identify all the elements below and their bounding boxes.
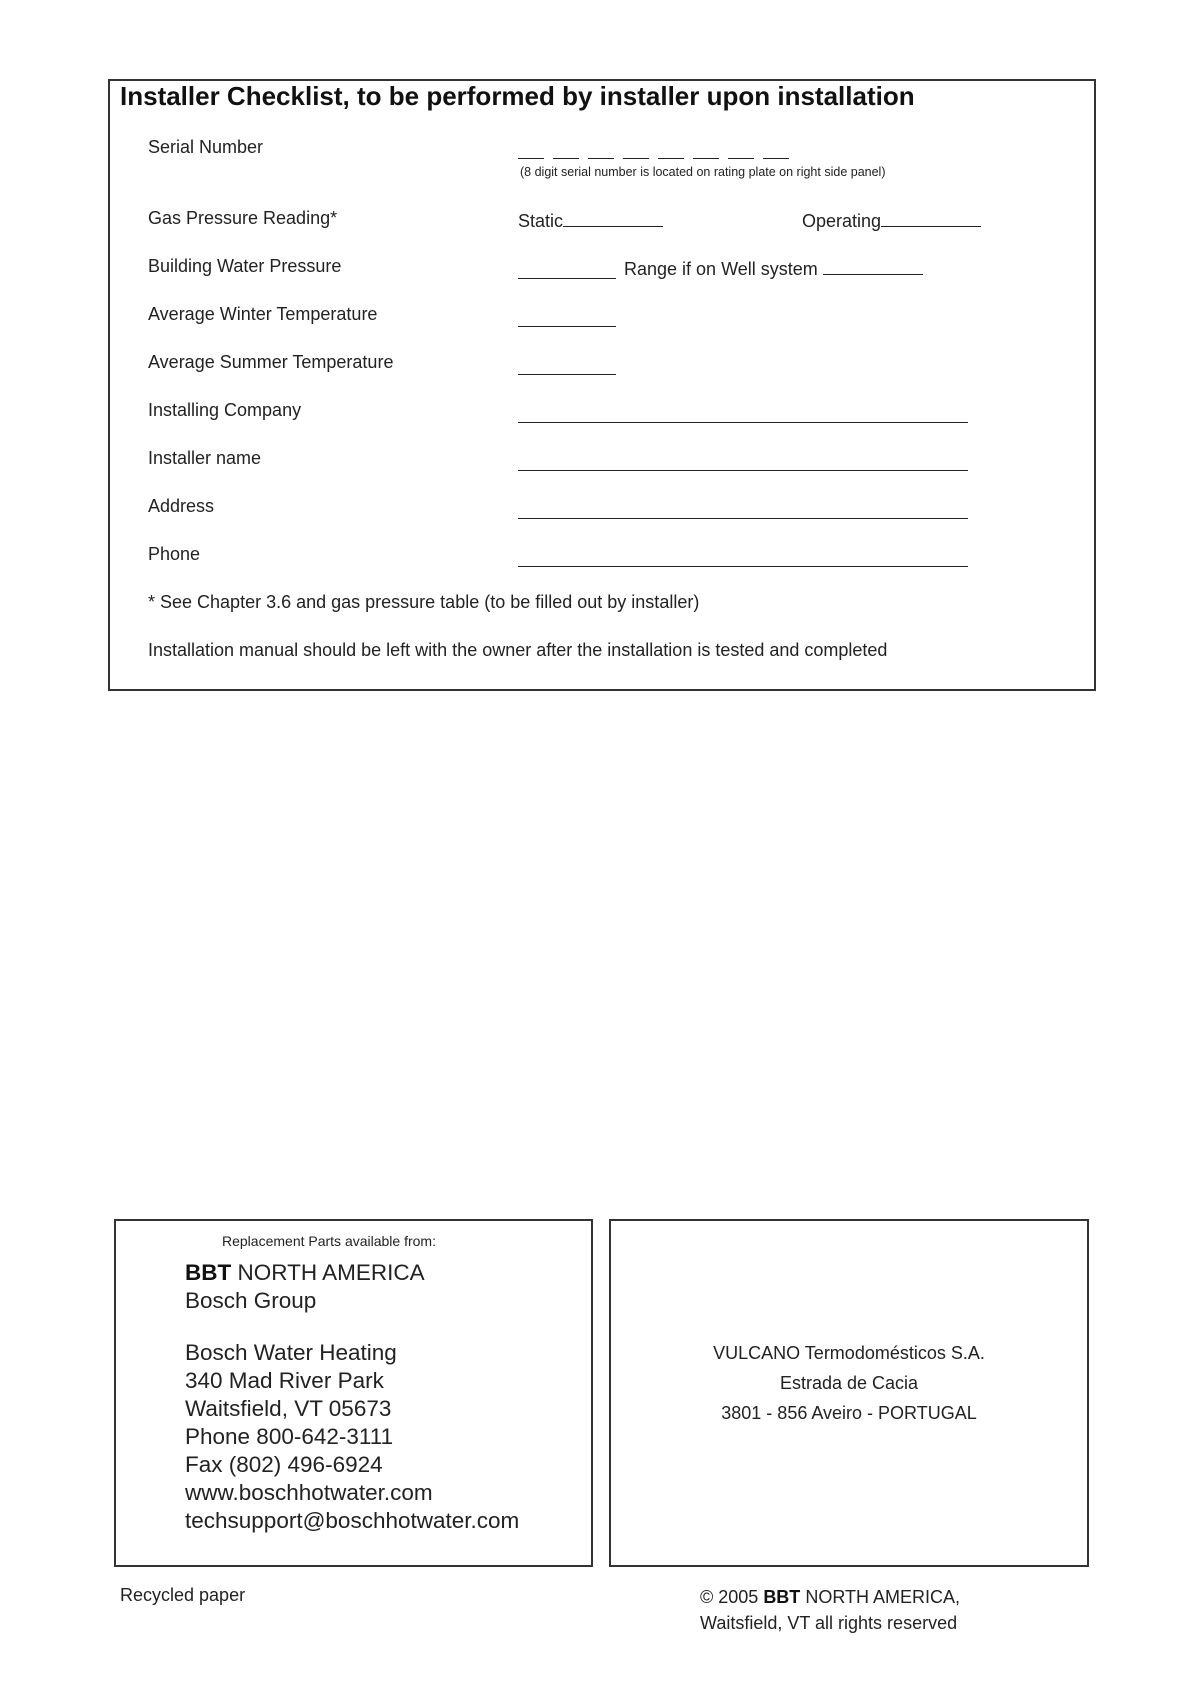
serial-digit-1[interactable] xyxy=(518,157,544,159)
serial-digit-8[interactable] xyxy=(763,157,789,159)
operating-line[interactable] xyxy=(881,208,981,227)
phone-line[interactable] xyxy=(518,565,968,567)
phone-label: Phone xyxy=(148,544,201,564)
address-line-3: Waitsfield, VT 05673 xyxy=(185,1396,392,1421)
bosch-group: Bosch Group xyxy=(185,1288,317,1313)
replacement-parts-box xyxy=(114,1219,593,1567)
parts-caption: Replacement Parts available from: xyxy=(222,1233,436,1249)
static-line[interactable] xyxy=(563,208,663,227)
operating-field[interactable] xyxy=(802,208,981,232)
range-label: Range if on Well system xyxy=(624,259,818,279)
static-label: Static xyxy=(518,211,564,231)
range-line[interactable] xyxy=(823,256,923,275)
address-line-2: 340 Mad River Park xyxy=(185,1368,384,1393)
manufacturer-box xyxy=(609,1219,1089,1567)
serial-digit-7[interactable] xyxy=(728,157,754,159)
support-email-link[interactable]: techsupport@boschhotwater.com xyxy=(185,1508,520,1533)
copyright-prefix: © 2005 xyxy=(700,1587,764,1607)
range-field[interactable] xyxy=(624,256,923,280)
summer-temp-label: Average Summer Temperature xyxy=(148,352,394,372)
copyright-notice xyxy=(700,1584,960,1636)
bbt-bold: BBT xyxy=(185,1260,232,1285)
gas-pressure-label: Gas Pressure Reading* xyxy=(148,208,338,228)
address-line-1: Bosch Water Heating xyxy=(185,1340,397,1365)
winter-temp-label: Average Winter Temperature xyxy=(148,304,378,324)
serial-digit-4[interactable] xyxy=(623,157,649,159)
installer-name-line[interactable] xyxy=(518,469,968,471)
water-pressure-line[interactable] xyxy=(518,277,616,279)
copyright-line-2: Waitsfield, VT all rights reserved xyxy=(700,1613,958,1633)
manufacturer-line-1: VULCANO Termodomésticos S.A. xyxy=(713,1343,985,1363)
operating-label: Operating xyxy=(802,211,882,231)
static-field[interactable] xyxy=(518,208,663,232)
serial-number-label: Serial Number xyxy=(148,137,264,157)
installing-company-line[interactable] xyxy=(518,421,968,423)
installer-name-label: Installer name xyxy=(148,448,262,468)
serial-number-note: (8 digit serial number is located on rating plate on right side panel) xyxy=(520,165,886,179)
fax-number: Fax (802) 496-6924 xyxy=(185,1452,383,1477)
winter-temp-line[interactable] xyxy=(518,325,616,327)
copyright-line-1 xyxy=(700,1584,960,1610)
checklist-title: Installer Checklist, to be performed by installer upon installation xyxy=(120,81,915,111)
bbt-company-name xyxy=(185,1259,425,1287)
manual-note: Installation manual should be left with the owner after the installation is tested and completed xyxy=(148,640,888,660)
phone-number: Phone 800-642-3111 xyxy=(185,1424,394,1449)
summer-temp-line[interactable] xyxy=(518,373,616,375)
installing-company-label: Installing Company xyxy=(148,400,302,420)
website-link[interactable]: www.boschhotwater.com xyxy=(185,1480,433,1505)
serial-digit-2[interactable] xyxy=(553,157,579,159)
manufacturer-line-2: Estrada de Cacia xyxy=(779,1373,919,1393)
address-label: Address xyxy=(148,496,215,516)
copyright-bold: BBT xyxy=(763,1587,801,1607)
serial-digit-3[interactable] xyxy=(588,157,614,159)
manufacturer-line-3: 3801 - 856 Aveiro - PORTUGAL xyxy=(721,1403,977,1423)
copyright-rest: NORTH AMERICA, xyxy=(800,1587,961,1607)
recycled-paper-note: Recycled paper xyxy=(120,1585,246,1605)
water-pressure-label: Building Water Pressure xyxy=(148,256,342,276)
installer-checklist xyxy=(108,79,1096,691)
serial-digit-5[interactable] xyxy=(658,157,684,159)
serial-digit-6[interactable] xyxy=(693,157,719,159)
bbt-rest: NORTH AMERICA xyxy=(231,1260,425,1285)
chapter-footnote: * See Chapter 3.6 and gas pressure table (to be filled out by installer) xyxy=(148,592,700,612)
address-line[interactable] xyxy=(518,517,968,519)
